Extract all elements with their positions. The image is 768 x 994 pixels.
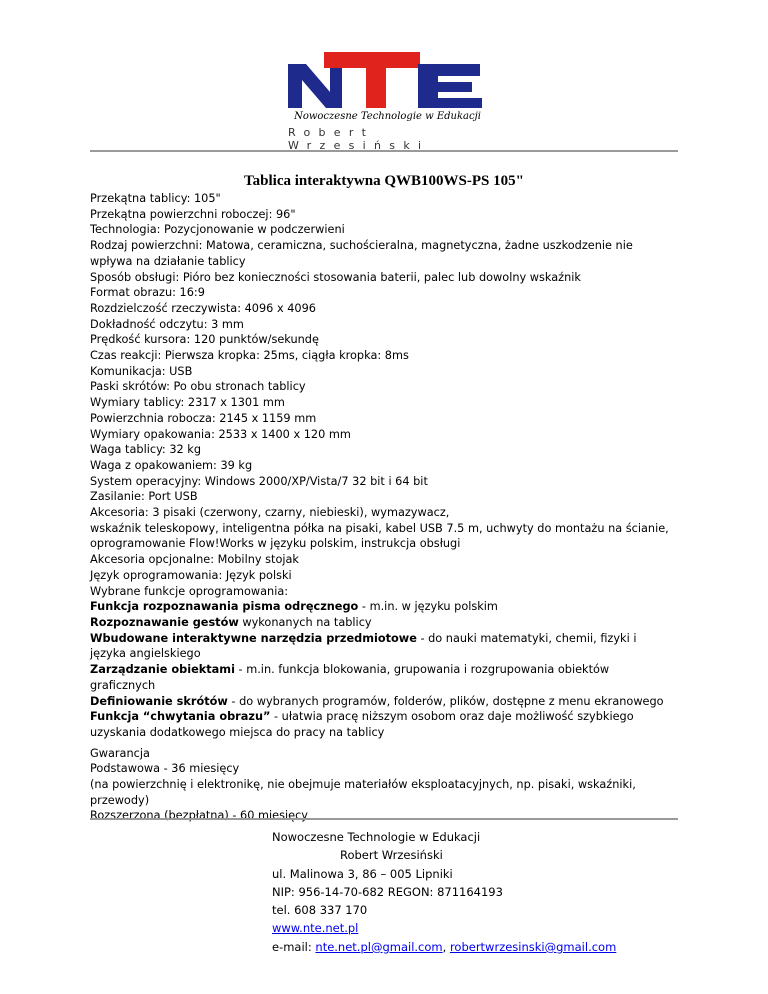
document-title: Tablica interaktywna QWB100WS-PS 105" xyxy=(244,173,524,189)
feature-name: Wbudowane interaktywne narzędzia przedmiotowe xyxy=(90,631,417,645)
spec-line: Wymiary opakowania: 2533 x 1400 x 120 mm xyxy=(90,427,351,441)
spec-line: Prędkość kursora: 120 punktów/sekundę xyxy=(90,333,319,347)
spec-line: Przekątna powierzchni roboczej: 96" xyxy=(90,207,296,221)
spec-line: Wybrane funkcje oprogramowania: xyxy=(90,584,289,598)
spec-line: Akcesoria: 3 pisaki (czerwony, czarny, niebieski), wymazywacz, xyxy=(90,506,450,520)
spec-line: System operacyjny: Windows 2000/XP/Vista/7 32 bit i 64 bit xyxy=(90,474,428,488)
footer-owner: Robert Wrzesiński xyxy=(340,848,443,863)
email-separator: , xyxy=(442,939,450,954)
feature-description: - ułatwia pracę niższym osobom oraz daje możliwość szybkiego uzyskania dodatkowego miejsca do pracy na tablicy xyxy=(90,710,634,739)
spec-line: Rozdzielczość rzeczywista: 4096 x 4096 xyxy=(90,301,316,315)
spec-line: Komunikacja: USB xyxy=(90,364,193,378)
footer-phone: tel. 608 337 170 xyxy=(272,903,368,918)
logo-owner-name: Robert Wrzesiński xyxy=(288,126,430,152)
feature-description: - do nauki matematyki, chemii, fizyki i języka angielskiego xyxy=(90,631,637,661)
spec-line: Waga tablicy: 32 kg xyxy=(90,443,202,457)
top-divider xyxy=(90,150,678,152)
feature-name: Rozpoznawanie gestów xyxy=(90,615,239,629)
feature-name: Zarządzanie obiektami xyxy=(90,663,235,677)
feature-name: Funkcja rozpoznawania pisma odręcznego xyxy=(90,600,359,614)
email-link-primary[interactable]: nte.net.pl@gmail.com xyxy=(315,939,443,954)
spec-line: Sposób obsługi: Pióro bez konieczności stosowania baterii, palec lub dowolny wskaźnik xyxy=(90,270,581,284)
feature-item xyxy=(90,599,670,615)
nte-logo xyxy=(280,46,495,152)
feature-item xyxy=(90,662,670,693)
bottom-divider xyxy=(90,818,678,820)
nte-logo-graphic xyxy=(280,46,495,112)
feature-description: wykonanych na tablicy xyxy=(238,615,372,629)
feature-item xyxy=(90,631,670,662)
feature-name: Definiowanie skrótów xyxy=(90,694,228,708)
spec-line: Przekątna tablicy: 105" xyxy=(90,192,221,205)
spec-list xyxy=(90,191,670,824)
logo-tagline: Nowoczesne Technologie w Edukacji xyxy=(294,111,481,122)
footer-ids: NIP: 956-14-70-682 REGON: 871164193 xyxy=(272,884,503,899)
warranty-line: (na powierzchnię i elektronikę, nie obejmuje materiałów eksploatacyjnych, np. pisaki, wskaźniki, przewody) xyxy=(90,778,636,807)
email-label: e-mail: xyxy=(272,939,316,954)
feature-description: - m.in. w języku polskim xyxy=(358,600,498,614)
warranty-line: Rozszerzona (bezpłatna) - 60 miesięcy xyxy=(90,809,308,823)
warranty-heading: Gwarancja xyxy=(90,746,150,760)
spec-line: Waga z opakowaniem: 39 kg xyxy=(90,458,253,472)
feature-name: Funkcja “chwytania obrazu” xyxy=(90,710,271,724)
contact-footer xyxy=(272,828,672,956)
spec-line: Akcesoria opcjonalne: Mobilny stojak xyxy=(90,553,299,567)
spec-line: Paski skrótów: Po obu stronach tablicy xyxy=(90,380,306,394)
footer-address: ul. Malinowa 3, 86 – 005 Lipniki xyxy=(272,866,453,881)
footer-email xyxy=(272,938,672,956)
feature-description: - m.in. funkcja blokowania, grupowania i rozgrupowania obiektów graficznych xyxy=(90,663,610,692)
spec-line: Dokładność odczytu: 3 mm xyxy=(90,317,244,331)
footer-company: Nowoczesne Technologie w Edukacji xyxy=(272,830,481,844)
spec-line: wskaźnik teleskopowy, inteligentna półka na pisaki, kabel USB 7.5 m, uchwyty do montażu na ścianie, oprogramowanie Flow!Works w języku polskim, instrukcja obsługi xyxy=(90,521,669,551)
feature-description: - do wybranych programów, folderów, plików, dostępne z menu ekranowego xyxy=(227,694,664,708)
spec-line: Zasilanie: Port USB xyxy=(90,490,198,504)
spec-line: Język oprogramowania: Język polski xyxy=(90,568,292,582)
feature-item xyxy=(90,694,670,710)
feature-item xyxy=(90,709,670,740)
spec-line: Technologia: Pozycjonowanie w podczerwieni xyxy=(90,223,345,237)
spec-line: Czas reakcji: Pierwsza kropka: 25ms, ciągła kropka: 8ms xyxy=(90,349,409,363)
spec-line: Wymiary tablicy: 2317 x 1301 mm xyxy=(90,396,285,410)
feature-item xyxy=(90,615,670,631)
spec-line: Powierzchnia robocza: 2145 x 1159 mm xyxy=(90,411,317,425)
website-link[interactable]: www.nte.net.pl xyxy=(272,921,359,936)
warranty-line: Podstawowa - 36 miesięcy xyxy=(90,762,240,776)
spec-line: Format obrazu: 16:9 xyxy=(90,286,205,300)
email-link-secondary[interactable]: robertwrzesinski@gmail.com xyxy=(449,939,617,954)
spec-line: Rodzaj powierzchni: Matowa, ceramiczna, suchościeralna, magnetyczna, żadne uszkodzenie nie wpływa na działanie tablicy xyxy=(90,239,633,268)
